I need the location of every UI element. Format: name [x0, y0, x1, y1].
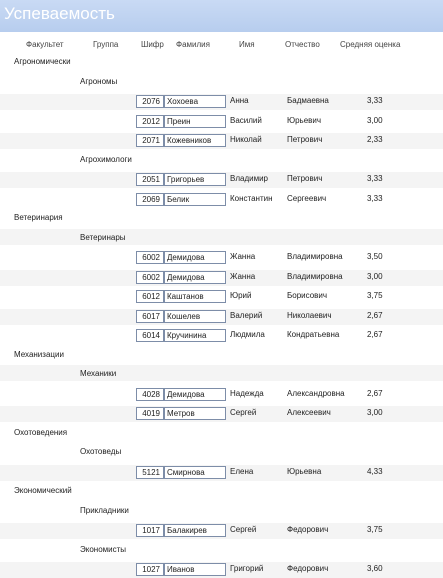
student-patronymic: Владимировна: [287, 271, 343, 281]
faculty-heading: Охотоведения: [14, 427, 68, 437]
student-surname-field: Демидова: [164, 388, 226, 401]
student-average: 3,33: [367, 96, 383, 105]
student-patronymic: Сергеевич: [287, 193, 327, 203]
student-average: 3,00: [367, 271, 383, 281]
student-code-field: 2071: [136, 134, 164, 147]
student-surname-field: Метров: [164, 407, 226, 420]
group-heading: Агрономы: [80, 76, 118, 86]
student-code-field: 2012: [136, 115, 164, 128]
column-header-average: Средняя оценка: [340, 40, 401, 49]
column-header-patronymic: Отчество: [285, 40, 320, 49]
student-name: Владимир: [230, 174, 269, 183]
student-code-field: 2076: [136, 95, 164, 108]
student-name: Григорий: [230, 564, 264, 573]
group-heading: Ветеринары: [80, 232, 126, 242]
row-band: [0, 229, 443, 245]
row-band: [0, 365, 443, 381]
student-name: Василий: [230, 115, 262, 125]
student-patronymic: Алексеевич: [287, 408, 331, 417]
student-surname-field: Белик: [164, 193, 226, 206]
student-code-field: 6017: [136, 310, 164, 323]
student-average: 2,67: [367, 330, 383, 339]
faculty-heading: Ветеринария: [14, 213, 63, 222]
report-title: Успеваемость: [4, 4, 115, 23]
group-heading: Прикладники: [80, 505, 129, 515]
student-surname-field: Хохоева: [164, 95, 226, 108]
student-code-field: 6014: [136, 329, 164, 342]
student-surname-field: Балакирев: [164, 524, 226, 537]
student-surname-field: Григорьев: [164, 173, 226, 186]
student-code-field: 2051: [136, 173, 164, 186]
student-name: Анна: [230, 96, 249, 105]
student-surname-field: Каштанов: [164, 290, 226, 303]
student-patronymic: Александровна: [287, 388, 345, 398]
student-patronymic: Борисович: [287, 291, 328, 300]
student-code-field: 5121: [136, 466, 164, 479]
student-patronymic: Бадмаевна: [287, 96, 329, 105]
group-heading: Экономисты: [80, 544, 127, 554]
report-header: [0, 0, 443, 32]
student-surname-field: Кожевников: [164, 134, 226, 147]
student-average: 3,75: [367, 525, 383, 534]
student-code-field: 4019: [136, 407, 164, 420]
student-surname-field: Демидова: [164, 271, 226, 284]
student-surname-field: Демидова: [164, 251, 226, 264]
group-heading: Агрохимологи: [80, 154, 132, 164]
student-code-field: 6012: [136, 290, 164, 303]
student-surname-field: Кручинина: [164, 329, 226, 342]
student-average: 3,60: [367, 564, 383, 573]
faculty-heading: Механизации: [14, 349, 64, 359]
student-average: 2,67: [367, 388, 383, 398]
student-average: 3,33: [367, 193, 383, 203]
student-average: 3,33: [367, 174, 383, 183]
student-name: Сергей: [230, 525, 257, 534]
student-name: Людмила: [230, 330, 265, 339]
faculty-heading: Экономический: [14, 486, 72, 495]
student-patronymic: Федорович: [287, 525, 329, 534]
faculty-heading: Агрономически: [14, 57, 71, 66]
column-header-group: Группа: [93, 40, 119, 49]
student-name: Николай: [230, 135, 262, 144]
student-average: 3,50: [367, 252, 383, 261]
student-surname-field: Преин: [164, 115, 226, 128]
student-average: 2,67: [367, 310, 383, 320]
student-patronymic: Федорович: [287, 564, 329, 573]
student-surname-field: Смирнова: [164, 466, 226, 479]
student-average: 3,00: [367, 408, 383, 417]
student-code-field: 1027: [136, 563, 164, 576]
student-patronymic: Юрьевич: [287, 115, 322, 125]
column-header-surname: Фамилия: [176, 40, 210, 49]
student-average: 4,33: [367, 466, 383, 476]
column-header-faculty: Факультет: [26, 40, 64, 49]
student-patronymic: Владимировна: [287, 252, 343, 261]
student-patronymic: Николаевич: [287, 310, 332, 320]
student-code-field: 4028: [136, 388, 164, 401]
student-patronymic: Юрьевна: [287, 466, 322, 476]
student-code-field: 2069: [136, 193, 164, 206]
student-code-field: 6002: [136, 271, 164, 284]
student-surname-field: Иванов: [164, 563, 226, 576]
student-average: 3,00: [367, 115, 383, 125]
student-average: 3,75: [367, 291, 383, 300]
student-code-field: 6002: [136, 251, 164, 264]
student-name: Валерий: [230, 310, 263, 320]
student-name: Елена: [230, 466, 254, 476]
student-patronymic: Кондратьевна: [287, 330, 340, 339]
student-code-field: 1017: [136, 524, 164, 537]
student-name: Константин: [230, 193, 273, 203]
student-surname-field: Кошелев: [164, 310, 226, 323]
group-heading: Охотоведы: [80, 447, 122, 456]
student-name: Жанна: [230, 252, 256, 261]
column-header-code: Шифр: [141, 40, 164, 49]
group-heading: Механики: [80, 369, 117, 378]
student-name: Юрий: [230, 291, 252, 300]
column-header-name: Имя: [239, 40, 255, 49]
student-average: 2,33: [367, 135, 383, 144]
student-name: Жанна: [230, 271, 256, 281]
student-name: Сергей: [230, 408, 257, 417]
student-patronymic: Петрович: [287, 174, 323, 183]
student-name: Надежда: [230, 388, 264, 398]
student-patronymic: Петрович: [287, 135, 323, 144]
